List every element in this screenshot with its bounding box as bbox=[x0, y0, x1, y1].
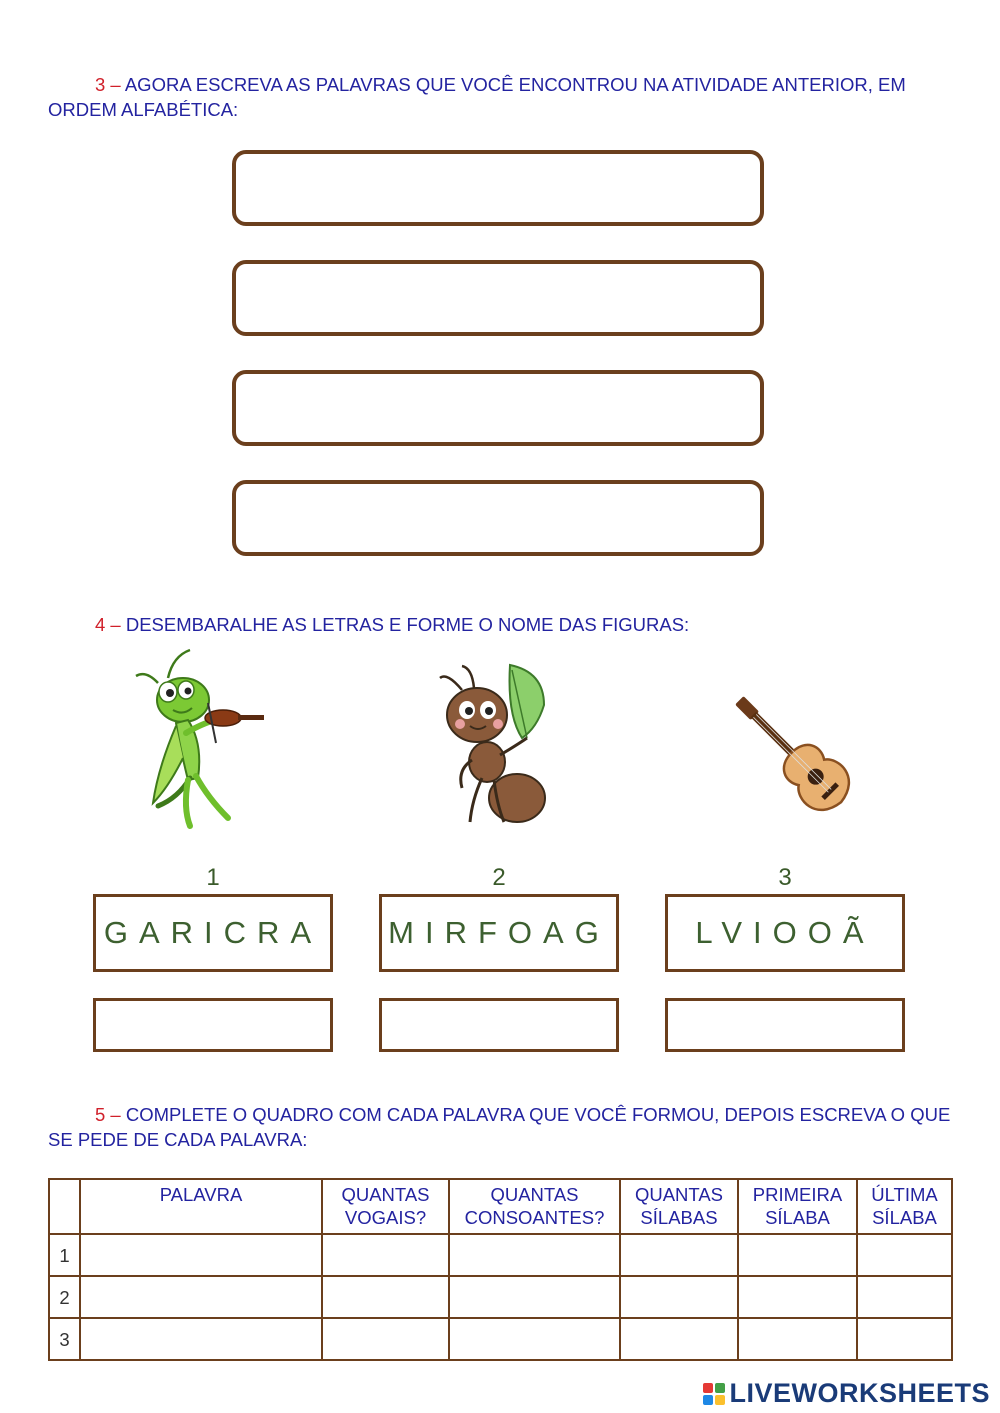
cell-ultima-silaba[interactable] bbox=[857, 1276, 952, 1318]
question-5-number: 5 – bbox=[95, 1104, 121, 1125]
cell-ultima-silaba[interactable] bbox=[857, 1318, 952, 1360]
figure-number-1: 1 bbox=[206, 864, 220, 891]
row-number: 2 bbox=[49, 1276, 80, 1318]
word-analysis-table bbox=[48, 1178, 953, 1361]
header-row-number bbox=[49, 1179, 80, 1234]
question-5-text: COMPLETE O QUADRO COM CADA PALAVRA QUE VOCÊ FORMOU, DEPOIS ESCREVA O QUE SE PEDE DE CADA PALAVRA: bbox=[48, 1104, 951, 1150]
row-number: 3 bbox=[49, 1318, 80, 1360]
cell-consoantes[interactable] bbox=[449, 1318, 620, 1360]
question-4-instruction bbox=[48, 612, 958, 637]
scrambled-word-3: LVIOOÃ bbox=[665, 894, 905, 972]
cell-silabas[interactable] bbox=[620, 1276, 738, 1318]
header-silabas: QUANTAS SÍLABAS bbox=[620, 1179, 738, 1234]
cell-consoantes[interactable] bbox=[449, 1276, 620, 1318]
cell-silabas[interactable] bbox=[620, 1318, 738, 1360]
cell-palavra[interactable] bbox=[80, 1318, 322, 1360]
header-vogais: QUANTAS VOGAIS? bbox=[322, 1179, 449, 1234]
grasshopper-violin-icon bbox=[128, 648, 273, 833]
question-5-instruction bbox=[48, 1102, 958, 1152]
cell-vogais[interactable] bbox=[322, 1234, 449, 1276]
ant-leaf-icon bbox=[432, 660, 562, 830]
cell-vogais[interactable] bbox=[322, 1318, 449, 1360]
figure-number-3: 3 bbox=[778, 864, 792, 891]
header-consoantes: QUANTAS CONSOANTES? bbox=[449, 1179, 620, 1234]
question-3-number: 3 – bbox=[95, 74, 121, 95]
figure-number-2: 2 bbox=[492, 864, 506, 891]
cell-palavra[interactable] bbox=[80, 1276, 322, 1318]
unscrambled-answer-box-1[interactable] bbox=[93, 998, 333, 1052]
alphabetical-answer-box-2[interactable] bbox=[232, 260, 764, 336]
cell-primeira-silaba[interactable] bbox=[738, 1318, 857, 1360]
cell-palavra[interactable] bbox=[80, 1234, 322, 1276]
logo-text: LIVEWORKSHEETS bbox=[729, 1378, 990, 1408]
header-palavra: PALAVRA bbox=[80, 1179, 322, 1234]
cell-primeira-silaba[interactable] bbox=[738, 1276, 857, 1318]
cell-consoantes[interactable] bbox=[449, 1234, 620, 1276]
scrambled-word-2: MIRFOAG bbox=[379, 894, 619, 972]
liveworksheets-logo bbox=[703, 1378, 990, 1409]
alphabetical-answer-box-1[interactable] bbox=[232, 150, 764, 226]
alphabetical-answer-box-4[interactable] bbox=[232, 480, 764, 556]
cell-vogais[interactable] bbox=[322, 1276, 449, 1318]
question-3-text: AGORA ESCREVA AS PALAVRAS QUE VOCÊ ENCONTROU NA ATIVIDADE ANTERIOR, EM ORDEM ALFABÉTICA: bbox=[48, 74, 906, 120]
table-header-row bbox=[49, 1179, 952, 1234]
row-number: 1 bbox=[49, 1234, 80, 1276]
logo-squares-icon bbox=[703, 1383, 725, 1405]
table-row bbox=[49, 1318, 952, 1360]
guitar-icon bbox=[728, 688, 868, 830]
unscrambled-answer-box-3[interactable] bbox=[665, 998, 905, 1052]
cell-primeira-silaba[interactable] bbox=[738, 1234, 857, 1276]
question-3-instruction bbox=[48, 72, 958, 122]
header-primeira-silaba: PRIMEIRA SÍLABA bbox=[738, 1179, 857, 1234]
table-row bbox=[49, 1234, 952, 1276]
cell-silabas[interactable] bbox=[620, 1234, 738, 1276]
question-4-text: DESEMBARALHE AS LETRAS E FORME O NOME DAS FIGURAS: bbox=[125, 614, 690, 635]
table-row bbox=[49, 1276, 952, 1318]
scrambled-word-1: GARICRA bbox=[93, 894, 333, 972]
cell-ultima-silaba[interactable] bbox=[857, 1234, 952, 1276]
question-4-number: 4 – bbox=[95, 614, 121, 635]
header-ultima-silaba: ÚLTIMA SÍLABA bbox=[857, 1179, 952, 1234]
unscrambled-answer-box-2[interactable] bbox=[379, 998, 619, 1052]
alphabetical-answer-box-3[interactable] bbox=[232, 370, 764, 446]
